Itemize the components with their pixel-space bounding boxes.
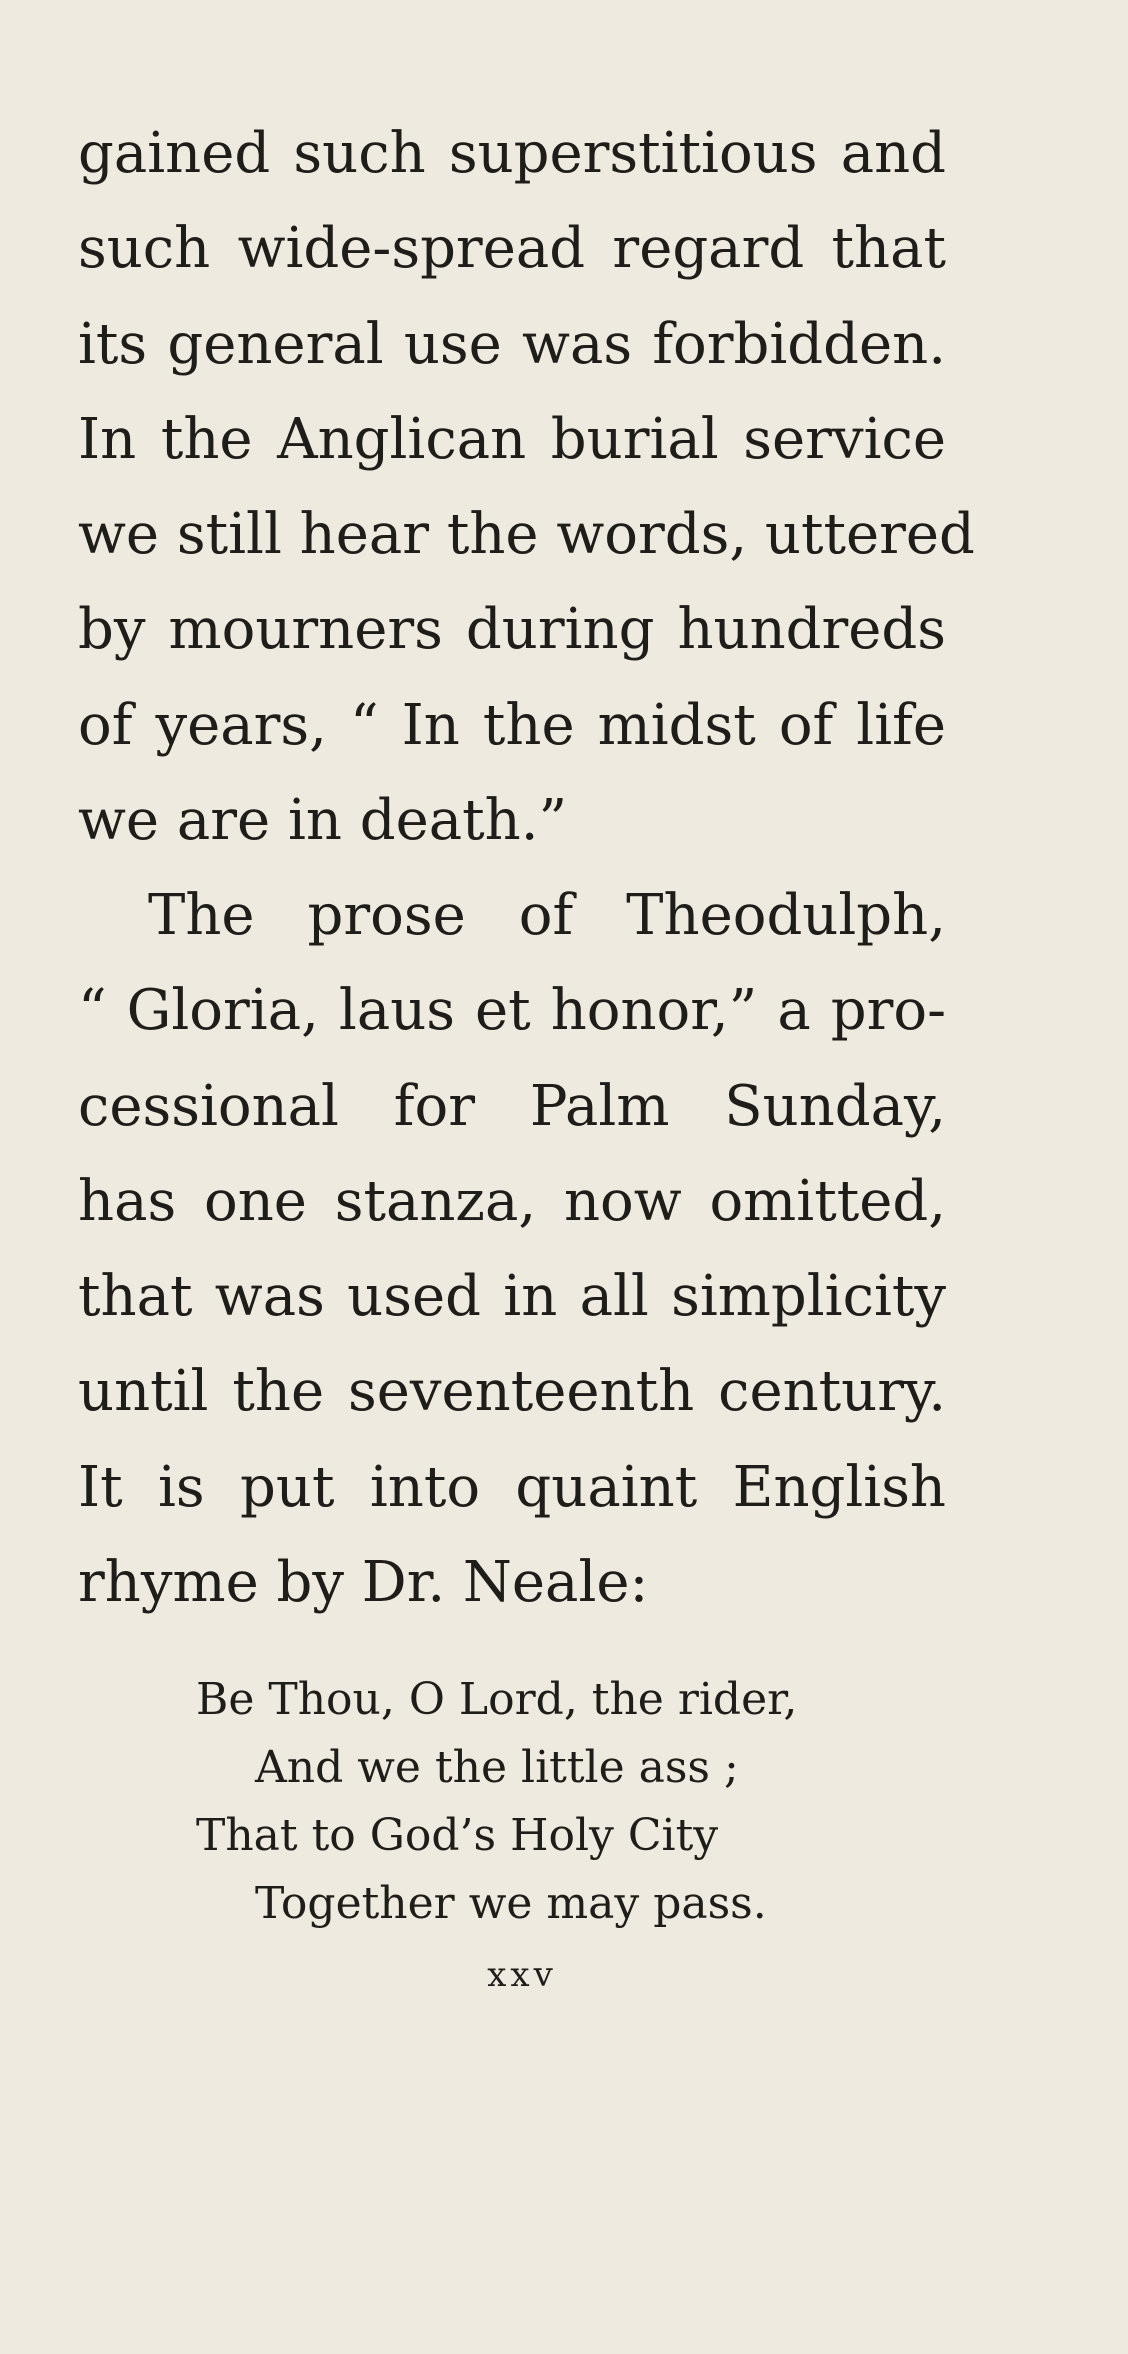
text-line: It is put into quaint English <box>78 1455 946 1520</box>
text-line: that was used in all simplicity <box>78 1264 946 1329</box>
text-line: cessional for Palm Sunday, <box>78 1074 946 1139</box>
text-line: has one stanza, now omitted, <box>78 1169 946 1234</box>
verse-line: Be Thou, O Lord, the rider, <box>196 1674 798 1725</box>
text-line: “ Gloria, laus et honor,” a pro- <box>78 978 946 1043</box>
text-line: we still hear the words, uttered <box>78 502 975 567</box>
text-line: we are in death.” <box>78 788 568 853</box>
text-line: rhyme by Dr. Neale: <box>78 1550 649 1615</box>
text-line: such wide-spread regard that <box>78 216 946 281</box>
text-line: In the Anglican burial service <box>78 407 946 472</box>
text-line: The prose of Theodulph, <box>148 883 946 948</box>
text-line: by mourners during hundreds <box>78 597 946 662</box>
text-line: its general use was forbidden. <box>78 312 946 377</box>
verse-line: That to God’s Holy City <box>196 1810 719 1861</box>
text-line: gained such superstitious and <box>78 121 946 186</box>
verse-line: And we the little ass ; <box>255 1742 739 1793</box>
text-line: until the seventeenth century. <box>78 1359 946 1424</box>
text-line: of years, “ In the midst of life <box>78 693 946 758</box>
verse-line: Together we may pass. <box>255 1878 767 1929</box>
page-number: xxv <box>487 1955 557 1995</box>
